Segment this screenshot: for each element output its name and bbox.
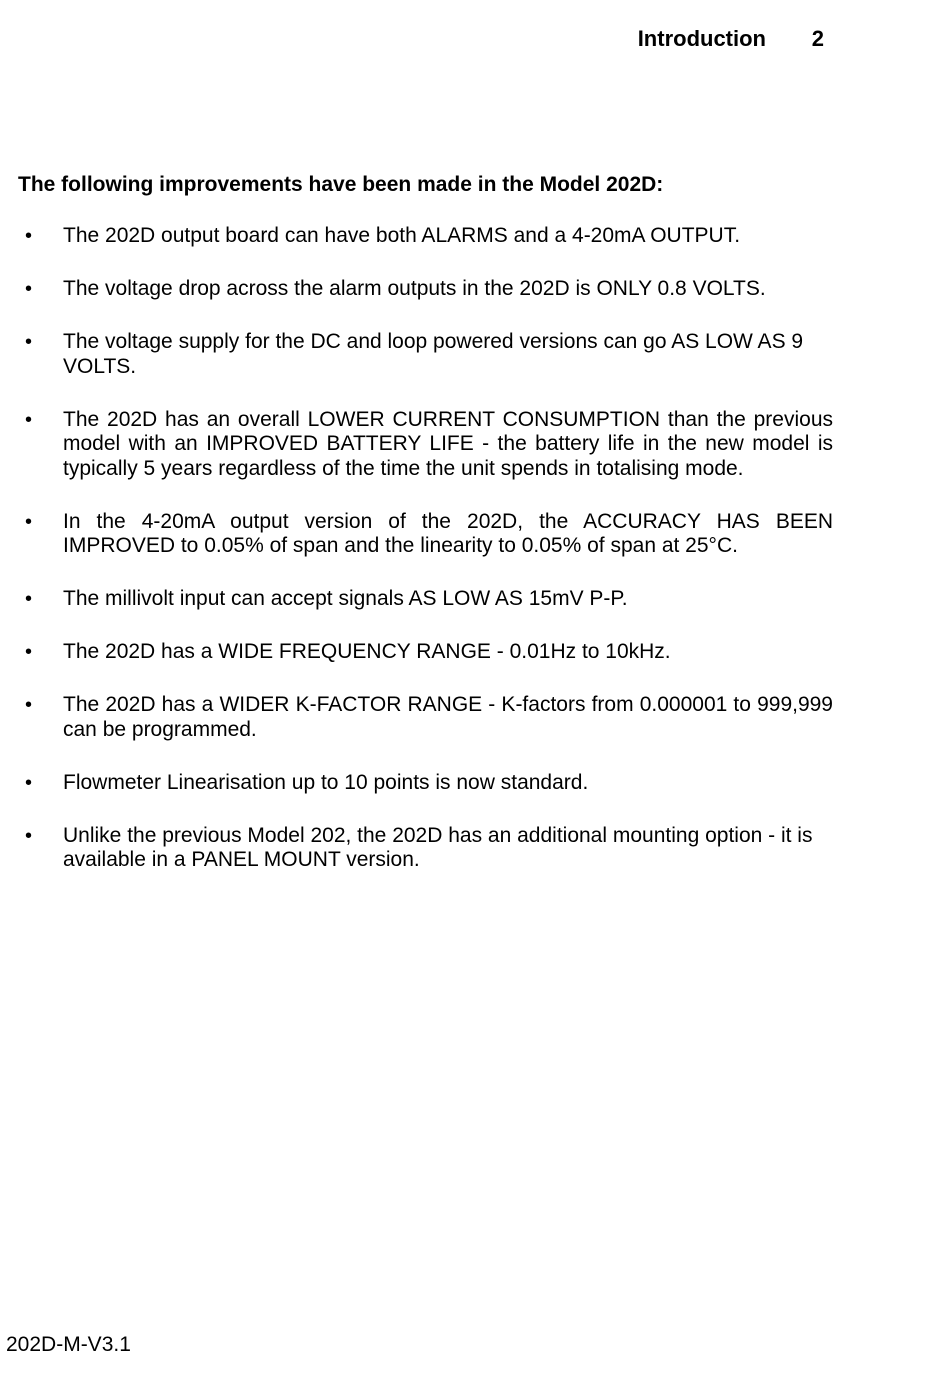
bullet-icon: •	[25, 331, 33, 353]
bullet-icon: •	[25, 824, 33, 847]
section-title: Introduction	[637, 26, 766, 51]
bullet-icon: •	[25, 641, 33, 663]
bullet-icon: •	[25, 694, 33, 716]
list-item-text: Flowmeter Linearisation up to 10 points is now standard.	[63, 770, 589, 794]
list-item	[0, 640, 833, 665]
page-number: 2	[811, 26, 824, 51]
bullet-icon: •	[25, 408, 33, 431]
page-header	[0, 24, 950, 56]
bullet-icon: •	[25, 510, 33, 533]
list-item	[0, 277, 833, 302]
list-item-text: The 202D has a WIDE FREQUENCY RANGE - 0.01Hz to 10kHz.	[63, 640, 671, 663]
list-item-text: Unlike the previous Model 202, the 202D has an additional mounting option - it is available in a PANEL MOUNT version.	[63, 823, 813, 871]
improvements-list	[0, 224, 950, 901]
list-item-text: The 202D has an overall LOWER CURRENT CONSUMPTION than the previous model with an IMPROVED BATTERY LIFE - the battery life in the new model is typically 5 years regardless of the time the unit spends in totalising mode.	[63, 407, 833, 480]
improvements-heading: The following improvements have been made in the Model 202D:	[18, 173, 664, 196]
list-item-text: In the 4-20mA output version of the 202D, the ACCURACY HAS BEEN IMPROVED to 0.05% of span and the linearity to 0.05% of span at 25°C.	[63, 509, 833, 557]
bullet-icon: •	[25, 278, 33, 300]
bullet-icon: •	[25, 771, 33, 794]
list-item	[0, 224, 833, 249]
list-item	[0, 771, 833, 796]
document-code: 202D-M-V3.1	[6, 1333, 131, 1356]
list-item	[0, 330, 833, 379]
list-item	[0, 587, 833, 612]
bullet-icon: •	[25, 588, 33, 610]
list-item-text: The millivolt input can accept signals AS LOW AS 15mV P-P.	[63, 587, 628, 610]
list-item-text: The voltage drop across the alarm outputs in the 202D is ONLY 0.8 VOLTS.	[63, 277, 766, 300]
list-item	[0, 408, 833, 482]
list-item	[0, 824, 833, 873]
list-item-text: The 202D has a WIDER K-FACTOR RANGE - K-factors from 0.000001 to 999,999 can be programmed.	[63, 693, 833, 741]
list-item	[0, 693, 833, 742]
list-item-text: The voltage supply for the DC and loop powered versions can go AS LOW AS 9 VOLTS.	[63, 330, 804, 378]
list-item	[0, 510, 833, 559]
list-item-text: The 202D output board can have both ALARMS and a 4-20mA OUTPUT.	[63, 224, 741, 247]
bullet-icon: •	[25, 225, 33, 247]
